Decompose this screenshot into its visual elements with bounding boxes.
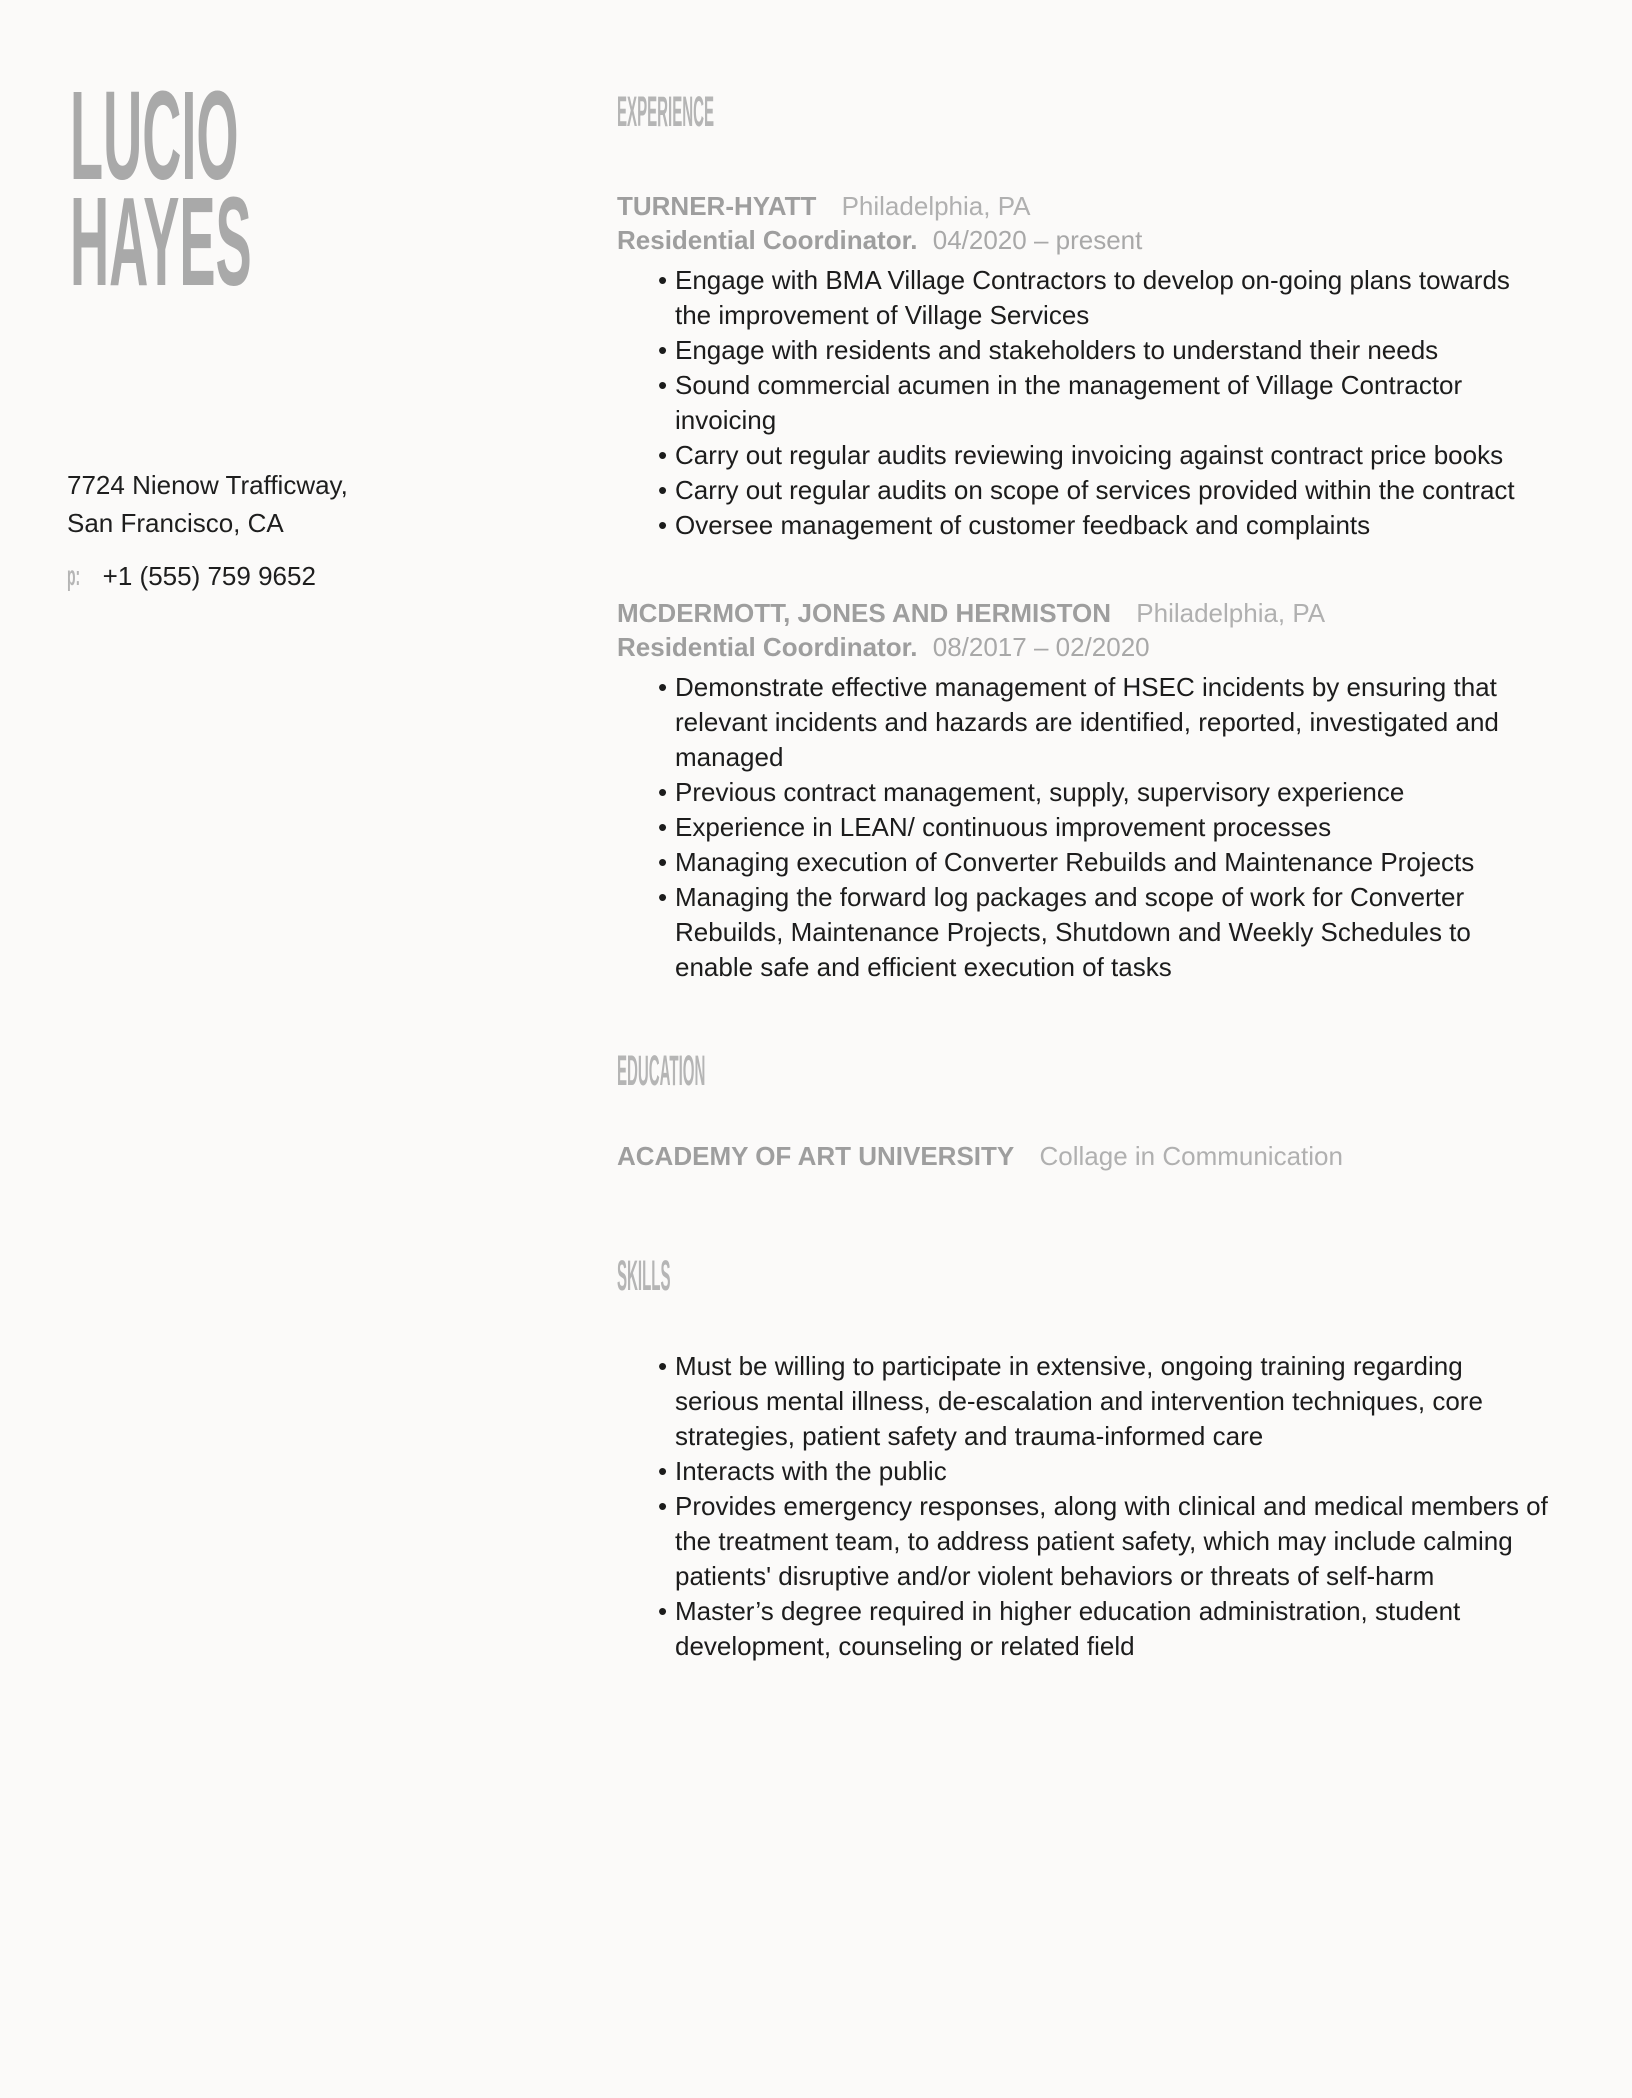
name-first: LUCIO — [70, 65, 239, 206]
company-line — [617, 596, 1532, 630]
bullet-item: • Experience in LEAN/ continuous improvement processes — [675, 810, 1550, 845]
section-title-experience: EXPERIENCE — [617, 88, 715, 136]
company-name: TURNER-HYATT — [617, 191, 817, 221]
bullet-item: • Managing the forward log packages and scope of work for Converter Rebuilds, Maintenance Projects, Shutdown and Weekly Schedules to enable safe and efficient execution of tasks — [675, 880, 1550, 985]
address-block — [67, 466, 348, 542]
bullet-item: • Must be willing to participate in extensive, ongoing training regarding serious mental illness, de-escalation and intervention techniques, core strategies, patient safety and trauma-informed care — [675, 1349, 1550, 1454]
bullet-item: • Provides emergency responses, along with clinical and medical members of the treatment team, to address patient safety, which may include calming patients' disruptive and/or violent behaviors or threats of self-harm — [675, 1489, 1550, 1594]
bullet-item: • Sound commercial acumen in the management of Village Contractor invoicing — [675, 368, 1550, 438]
bullet-item: • Carry out regular audits on scope of services provided within the contract — [675, 473, 1550, 508]
skills-bullet-list — [617, 1349, 1550, 1664]
phone-number: +1 (555) 759 9652 — [102, 561, 316, 591]
bullet-item: • Interacts with the public — [675, 1454, 1550, 1489]
degree-name: Collage in Communication — [1039, 1141, 1343, 1171]
bullet-item: • Previous contract management, supply, supervisory experience — [675, 775, 1550, 810]
company-line — [617, 189, 1532, 223]
company-location: Philadelphia, PA — [841, 191, 1031, 221]
bullet-item: • Engage with BMA Village Contractors to develop on-going plans towards the improvement of Village Services — [675, 263, 1550, 333]
main-column — [617, 88, 1548, 1664]
school-name: ACADEMY OF ART UNIVERSITY — [617, 1141, 1015, 1171]
resume-name — [70, 65, 252, 312]
role-line — [617, 630, 1532, 664]
section-title-education: EDUCATION — [617, 1047, 706, 1095]
address-line-1: 7724 Nienow Trafficway, — [67, 470, 348, 500]
role-title: Residential Coordinator. — [617, 632, 918, 662]
name-last: HAYES — [70, 171, 252, 312]
address-line-2: San Francisco, CA — [67, 508, 284, 538]
bullet-item: • Carry out regular audits reviewing invoicing against contract price books — [675, 438, 1550, 473]
company-name: MCDERMOTT, JONES AND HERMISTON — [617, 598, 1112, 628]
role-dates: 04/2020 – present — [932, 225, 1143, 255]
role-line — [617, 223, 1532, 257]
role-title: Residential Coordinator. — [617, 225, 918, 255]
experience-entry — [617, 596, 1532, 985]
phone-label: p: — [67, 560, 81, 591]
section-title-skills: SKILLS — [617, 1252, 671, 1300]
bullet-item: • Oversee management of customer feedback and complaints — [675, 508, 1550, 543]
education-entry — [617, 1139, 1532, 1173]
phone-block — [67, 559, 316, 593]
experience-entry — [617, 189, 1532, 543]
experience-bullet-list — [617, 263, 1550, 543]
bullet-item: • Master’s degree required in higher education administration, student development, counseling or related field — [675, 1594, 1550, 1664]
role-dates: 08/2017 – 02/2020 — [932, 632, 1150, 662]
company-location: Philadelphia, PA — [1136, 598, 1326, 628]
bullet-item: • Demonstrate effective management of HSEC incidents by ensuring that relevant incidents and hazards are identified, reported, investigated and managed — [675, 670, 1550, 775]
experience-bullet-list — [617, 670, 1550, 985]
bullet-item: • Engage with residents and stakeholders to understand their needs — [675, 333, 1550, 368]
bullet-item: • Managing execution of Converter Rebuilds and Maintenance Projects — [675, 845, 1550, 880]
